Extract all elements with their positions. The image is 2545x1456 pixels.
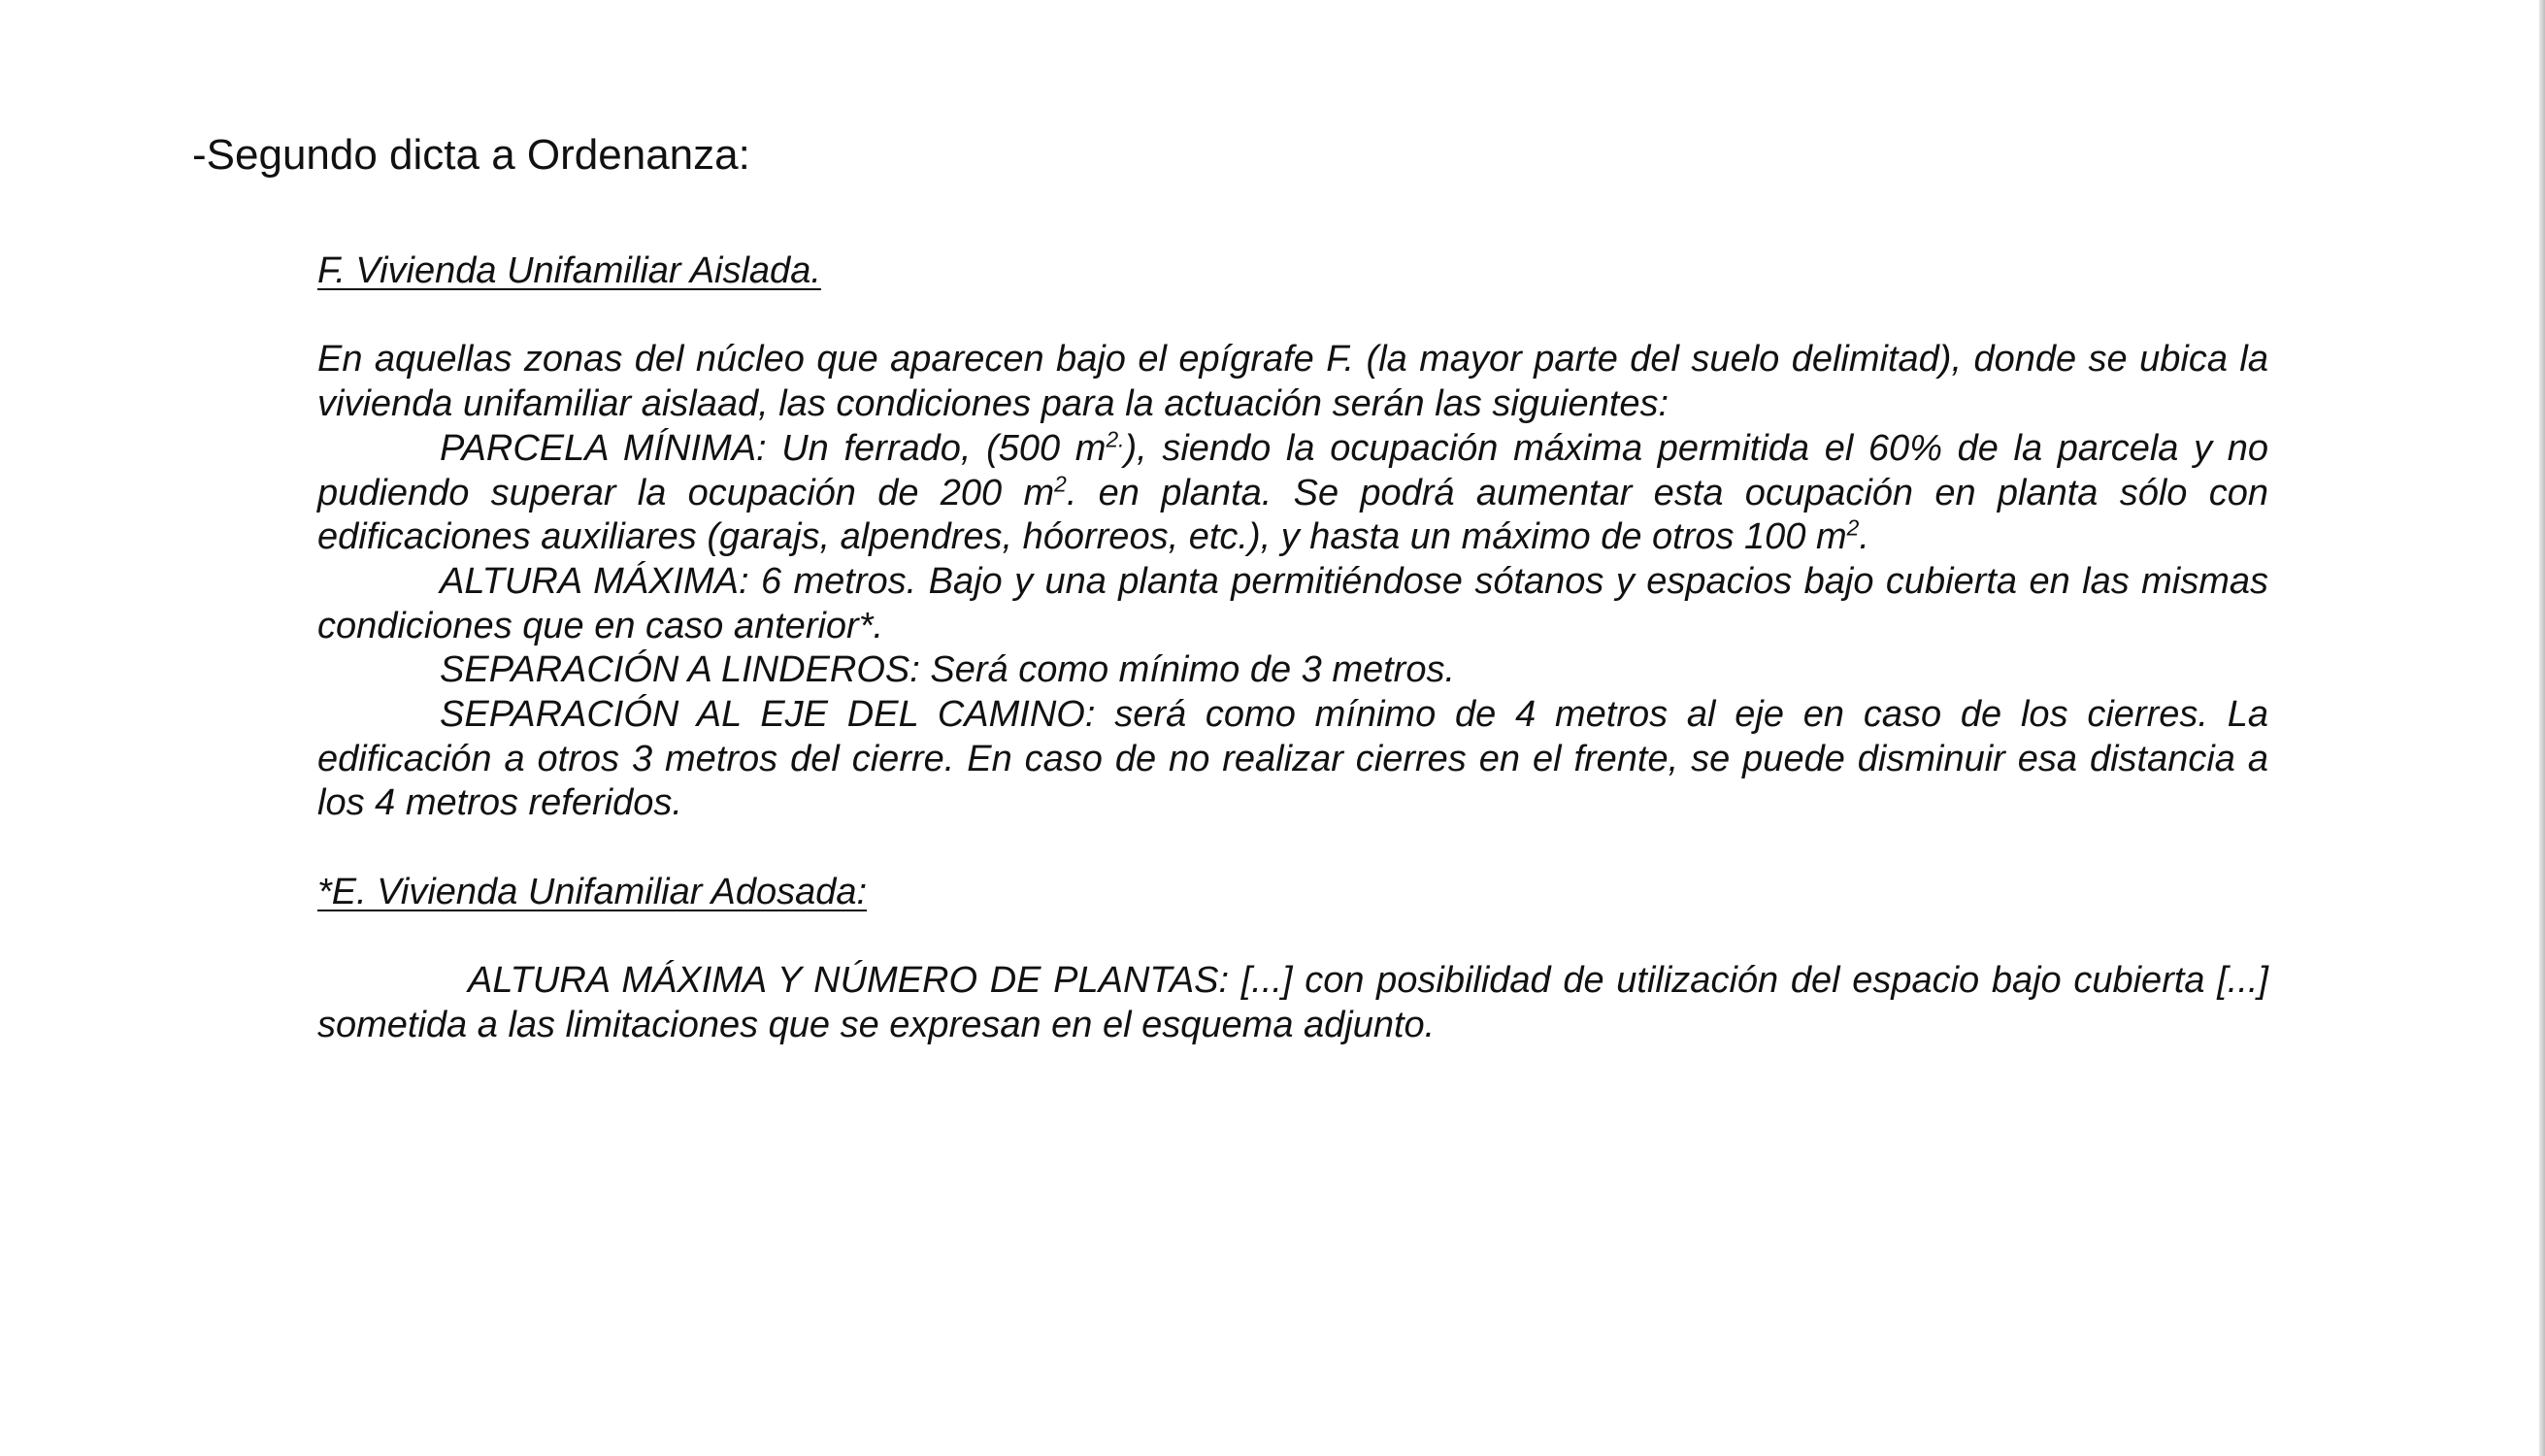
ordinance-content xyxy=(317,249,2268,1048)
section-e-heading: *E. Vivienda Unifamiliar Adosada: xyxy=(317,871,868,912)
altura-maxima-paragraph: ALTURA MÁXIMA: 6 metros. Bajo y una planta permitiéndose sótanos y espacios bajo cubierta en las mismas condiciones que en caso anterior*. xyxy=(317,560,2268,646)
spacer xyxy=(317,294,2268,339)
superscript-2: 2 xyxy=(1054,470,1067,496)
parcela-minima-paragraph xyxy=(317,427,2268,560)
parcela-text-2: ), siendo la ocupación máxima permitida el 60% de la parcela y no pudiendo superar la ocupación de 200 m xyxy=(317,427,2268,513)
page-edge-shadow xyxy=(2539,0,2545,1456)
separacion-camino-paragraph: SEPARACIÓN AL EJE DEL CAMINO: será como mínimo de 4 metros al eje en caso de los cierres. La edificación a otros 3 metros del cierre. En caso de no realizar cierres en el frente, se puede disminuir esa distancia a los 4 metros referidos. xyxy=(317,694,2268,824)
parcela-text-3: . en planta. Se podrá aumentar esta ocupación en planta sólo con edificaciones auxiliares (garajs, alpendres, hóorreos, etc.), y hasta un máximo de otros 100 m xyxy=(317,472,2268,558)
spacer xyxy=(317,915,2268,960)
section-f-intro: En aquellas zonas del núcleo que aparecen bajo el epígrafe F. (la mayor parte del suelo delimitad), donde se ubica la vivienda unifamiliar aislaad, las condiciones para la actuación serán las siguientes: xyxy=(317,339,2268,425)
parcela-text-4: . xyxy=(1859,516,1869,558)
altura-plantas-paragraph: ALTURA MÁXIMA Y NÚMERO DE PLANTAS: [...] con posibilidad de utilización del espacio bajo cubierta [...] sometida a las limitaciones que se expresan en el esquema adjunto. xyxy=(317,960,2268,1045)
separacion-linderos-paragraph: SEPARACIÓN A LINDEROS: Será como mínimo de 3 metros. xyxy=(440,649,1456,691)
parcela-text-1: PARCELA MÍNIMA: Un ferrado, (500 m xyxy=(440,427,1107,469)
superscript-1: 2. xyxy=(1106,426,1125,452)
superscript-3: 2 xyxy=(1846,514,1860,541)
section-f-heading: F. Vivienda Unifamiliar Aislada. xyxy=(317,250,821,291)
spacer xyxy=(317,826,2268,871)
intro-label: -Segundo dicta a Ordenanza: xyxy=(192,131,750,179)
